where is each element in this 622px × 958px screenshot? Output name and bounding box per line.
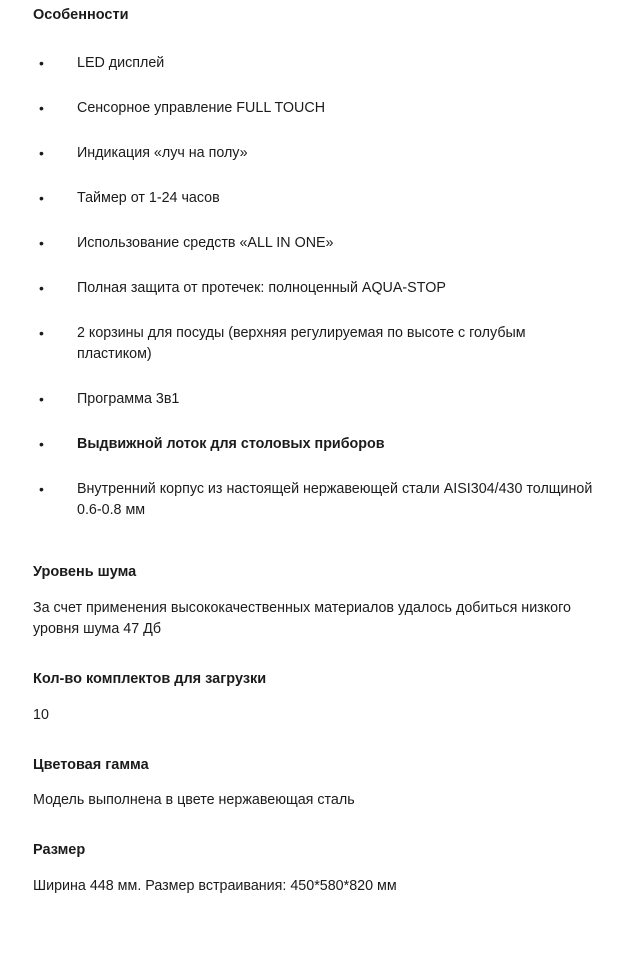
list-item-text: Программа 3в1 <box>77 390 180 407</box>
list-item <box>33 323 602 365</box>
bullet-icon: • <box>39 279 44 296</box>
noise-section <box>33 563 602 640</box>
bullet-icon: • <box>39 390 44 407</box>
size-heading: Размер <box>33 842 86 859</box>
list-item-text: Сенсорное управление FULL TOUCH <box>77 99 326 116</box>
list-item <box>33 143 602 164</box>
bullet-icon: • <box>39 435 44 452</box>
colors-section <box>33 756 602 812</box>
noise-heading: Уровень шума <box>33 563 137 580</box>
sets-section <box>33 670 602 726</box>
list-item <box>33 188 602 209</box>
list-item-text: Полная защита от протечек: полноценный AQUA-STOP <box>77 279 446 296</box>
list-item-text: Выдвижной лоток для столовых приборов <box>77 435 385 452</box>
bullet-icon: • <box>39 234 44 251</box>
list-item <box>33 434 602 455</box>
list-item <box>33 479 602 521</box>
list-item-text: Использование средств «ALL IN ONE» <box>77 234 334 251</box>
colors-heading: Цветовая гамма <box>33 756 149 773</box>
size-text: Ширина 448 мм. Размер встраивания: 450*580*820 мм <box>33 878 397 895</box>
list-item <box>33 98 602 119</box>
bullet-icon: • <box>39 144 44 161</box>
list-item-text: Индикация «луч на полу» <box>77 144 248 161</box>
list-item-text: LED дисплей <box>77 54 165 71</box>
bullet-icon: • <box>39 99 44 116</box>
features-heading: Особенности <box>33 7 129 23</box>
list-item-text: 2 корзины для посуды (верхняя регулируемая по высоте с голубым пластиком) <box>77 324 526 362</box>
bullet-icon: • <box>39 480 44 497</box>
features-list <box>33 53 602 521</box>
size-section <box>33 841 602 897</box>
colors-text: Модель выполнена в цвете нержавеющая сталь <box>33 792 355 809</box>
list-item-text: Внутренний корпус из настоящей нержавеющей стали AISI304/430 толщиной 0.6-0.8 мм <box>77 480 593 518</box>
sets-text: 10 <box>33 706 49 723</box>
sets-heading: Кол-во комплектов для загрузки <box>33 670 267 687</box>
bullet-icon: • <box>39 189 44 206</box>
list-item <box>33 278 602 299</box>
list-item-text: Таймер от 1-24 часов <box>77 189 220 206</box>
bullet-icon: • <box>39 54 44 71</box>
list-item <box>33 233 602 254</box>
list-item <box>33 53 602 74</box>
noise-text: За счет применения высококачественных материалов удалось добиться низкого уровня шума 47 Дб <box>33 599 571 637</box>
bullet-icon: • <box>39 324 44 341</box>
list-item <box>33 389 602 410</box>
